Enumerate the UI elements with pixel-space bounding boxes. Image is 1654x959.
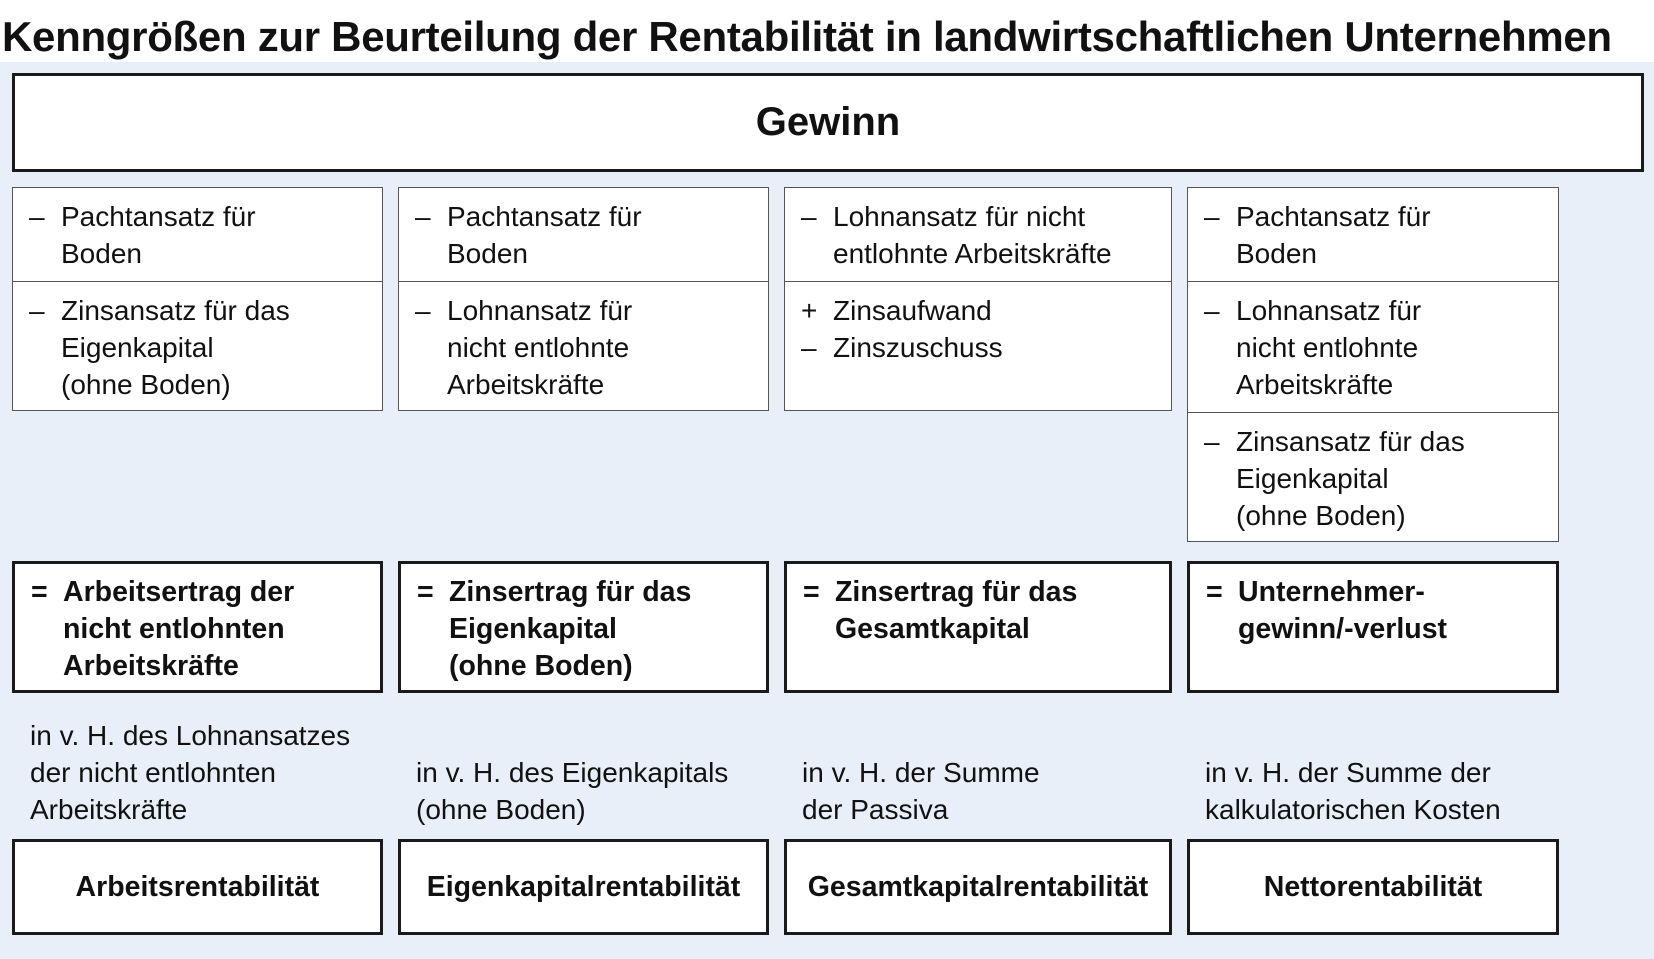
ratio-box-4: Nettorentabilität <box>1187 839 1559 935</box>
line-text: Pachtansatz für <box>61 201 256 232</box>
deduction-item <box>13 281 382 412</box>
deductions-box-2 <box>398 187 769 411</box>
text-line <box>1204 460 1542 497</box>
line-text: entlohnte Arbeitskräfte <box>833 238 1112 269</box>
line-text: nicht entlohnte <box>1236 332 1419 363</box>
operator-symbol <box>1206 611 1238 648</box>
line-text: Lohnansatz für nicht <box>833 201 1086 232</box>
operator-symbol: = <box>1206 576 1223 608</box>
ratio-description <box>1205 754 1501 828</box>
result-box-2 <box>398 561 769 693</box>
operator-symbol: – <box>801 201 817 232</box>
ratio-box-3: Gesamtkapitalrentabilität <box>784 839 1172 935</box>
text-line <box>417 611 750 648</box>
line-text: Pachtansatz für <box>447 201 642 232</box>
ratio-box-2: Eigenkapitalrentabilität <box>398 839 769 935</box>
text-line <box>417 648 750 685</box>
text-line <box>1204 198 1542 235</box>
deduction-item <box>1188 188 1558 281</box>
text-line <box>417 574 750 611</box>
operator-symbol: = <box>417 576 434 608</box>
text-line <box>31 648 364 685</box>
operator-symbol: – <box>801 332 817 363</box>
gewinn-box: Gewinn <box>12 73 1644 172</box>
description-line: in v. H. der Summe <box>802 757 1040 788</box>
line-text: Zinsansatz für das <box>61 295 290 326</box>
operator-symbol <box>29 329 61 366</box>
ratio-description <box>416 754 728 828</box>
text-line <box>801 198 1155 235</box>
text-line <box>1204 366 1542 403</box>
description-line: der nicht entlohnten <box>30 757 276 788</box>
text-line <box>803 611 1153 648</box>
operator-symbol: + <box>801 295 818 326</box>
operator-symbol <box>417 648 449 685</box>
operator-symbol <box>417 611 449 648</box>
line-text: Boden <box>447 238 528 269</box>
text-line <box>415 292 752 329</box>
operator-symbol: – <box>1204 426 1220 457</box>
text-line <box>29 235 366 272</box>
line-text: Arbeitskräfte <box>447 369 605 400</box>
text-line <box>1204 423 1542 460</box>
line-text: Unternehmer- <box>1238 576 1425 608</box>
line-text: Zinsaufwand <box>833 295 992 326</box>
line-text: Gesamtkapital <box>835 613 1030 645</box>
line-text: Eigenkapital <box>449 613 617 645</box>
line-text: Arbeitsertrag der <box>63 576 295 608</box>
text-line <box>801 235 1155 272</box>
line-text: (ohne Boden) <box>61 369 231 400</box>
result-box-4 <box>1187 561 1559 693</box>
operator-symbol <box>1204 460 1236 497</box>
deductions-box-1 <box>12 187 383 411</box>
operator-symbol <box>803 611 835 648</box>
operator-symbol <box>31 611 63 648</box>
text-line <box>1206 611 1540 648</box>
description-line: in v. H. des Eigenkapitals <box>416 757 729 788</box>
operator-symbol: = <box>31 576 48 608</box>
diagram-title: Kenngrößen zur Beurteilung der Rentabilität in landwirtschaftlichen Unternehmen <box>2 13 1612 60</box>
text-line <box>801 329 1155 366</box>
operator-symbol: – <box>415 295 431 326</box>
operator-symbol <box>31 648 63 685</box>
text-line <box>31 611 364 648</box>
ratio-description <box>802 754 1040 828</box>
ratio-description <box>30 717 350 828</box>
line-text: Zinsertrag für das <box>449 576 692 608</box>
description-line: der Passiva <box>802 794 949 825</box>
operator-symbol <box>415 366 447 403</box>
operator-symbol: – <box>1204 295 1220 326</box>
operator-symbol <box>415 235 447 272</box>
deduction-item <box>13 188 382 281</box>
result-box-3 <box>784 561 1172 693</box>
deduction-item <box>1188 412 1558 543</box>
line-text: Pachtansatz für <box>1236 201 1431 232</box>
text-line <box>415 366 752 403</box>
deduction-item <box>399 188 768 281</box>
text-line <box>1204 329 1542 366</box>
line-text: nicht entlohnten <box>63 613 285 645</box>
description-line: Arbeitskräfte <box>30 794 188 825</box>
line-text: Lohnansatz für <box>447 295 633 326</box>
deduction-item <box>785 188 1171 281</box>
text-line <box>1204 497 1542 534</box>
line-text: (ohne Boden) <box>449 650 633 682</box>
operator-symbol: – <box>1204 201 1220 232</box>
deductions-box-3 <box>784 187 1172 411</box>
line-text: Boden <box>61 238 142 269</box>
description-line: in v. H. des Lohnansatzes <box>30 720 351 751</box>
ratio-box-1: Arbeitsrentabilität <box>12 839 383 935</box>
line-text: Lohnansatz für <box>1236 295 1422 326</box>
result-box-1 <box>12 561 383 693</box>
operator-symbol: = <box>803 576 820 608</box>
line-text: gewinn/-verlust <box>1238 613 1448 645</box>
text-line <box>415 329 752 366</box>
deduction-item <box>1188 281 1558 412</box>
text-line <box>29 198 366 235</box>
text-line <box>29 366 366 403</box>
line-text: (ohne Boden) <box>1236 500 1406 531</box>
line-text: nicht entlohnte <box>447 332 630 363</box>
operator-symbol: – <box>29 295 45 326</box>
description-line: (ohne Boden) <box>416 794 586 825</box>
operator-symbol <box>415 329 447 366</box>
text-line <box>415 198 752 235</box>
text-line <box>803 574 1153 611</box>
line-text: Boden <box>1236 238 1317 269</box>
deduction-item <box>399 281 768 412</box>
line-text: Arbeitskräfte <box>63 650 239 682</box>
operator-symbol <box>1204 366 1236 403</box>
operator-symbol <box>1204 235 1236 272</box>
text-line <box>1204 235 1542 272</box>
operator-symbol <box>29 235 61 272</box>
description-line: in v. H. der Summe der <box>1205 757 1491 788</box>
line-text: Eigenkapital <box>61 332 214 363</box>
description-line: kalkulatorischen Kosten <box>1205 794 1501 825</box>
text-line <box>1206 574 1540 611</box>
text-line <box>415 235 752 272</box>
line-text: Eigenkapital <box>1236 463 1389 494</box>
line-text: Zinsertrag für das <box>835 576 1078 608</box>
text-line <box>31 574 364 611</box>
operator-symbol: – <box>29 201 45 232</box>
text-line <box>801 292 1155 329</box>
line-text: Zinsansatz für das <box>1236 426 1465 457</box>
deductions-box-4 <box>1187 187 1559 542</box>
text-line <box>1204 292 1542 329</box>
line-text: Zinszuschuss <box>833 332 1003 363</box>
operator-symbol <box>1204 497 1236 534</box>
operator-symbol: – <box>415 201 431 232</box>
operator-symbol <box>1204 329 1236 366</box>
text-line <box>29 292 366 329</box>
operator-symbol <box>801 235 833 272</box>
line-text: Arbeitskräfte <box>1236 369 1394 400</box>
text-line <box>29 329 366 366</box>
operator-symbol <box>29 366 61 403</box>
deduction-item <box>785 281 1171 412</box>
